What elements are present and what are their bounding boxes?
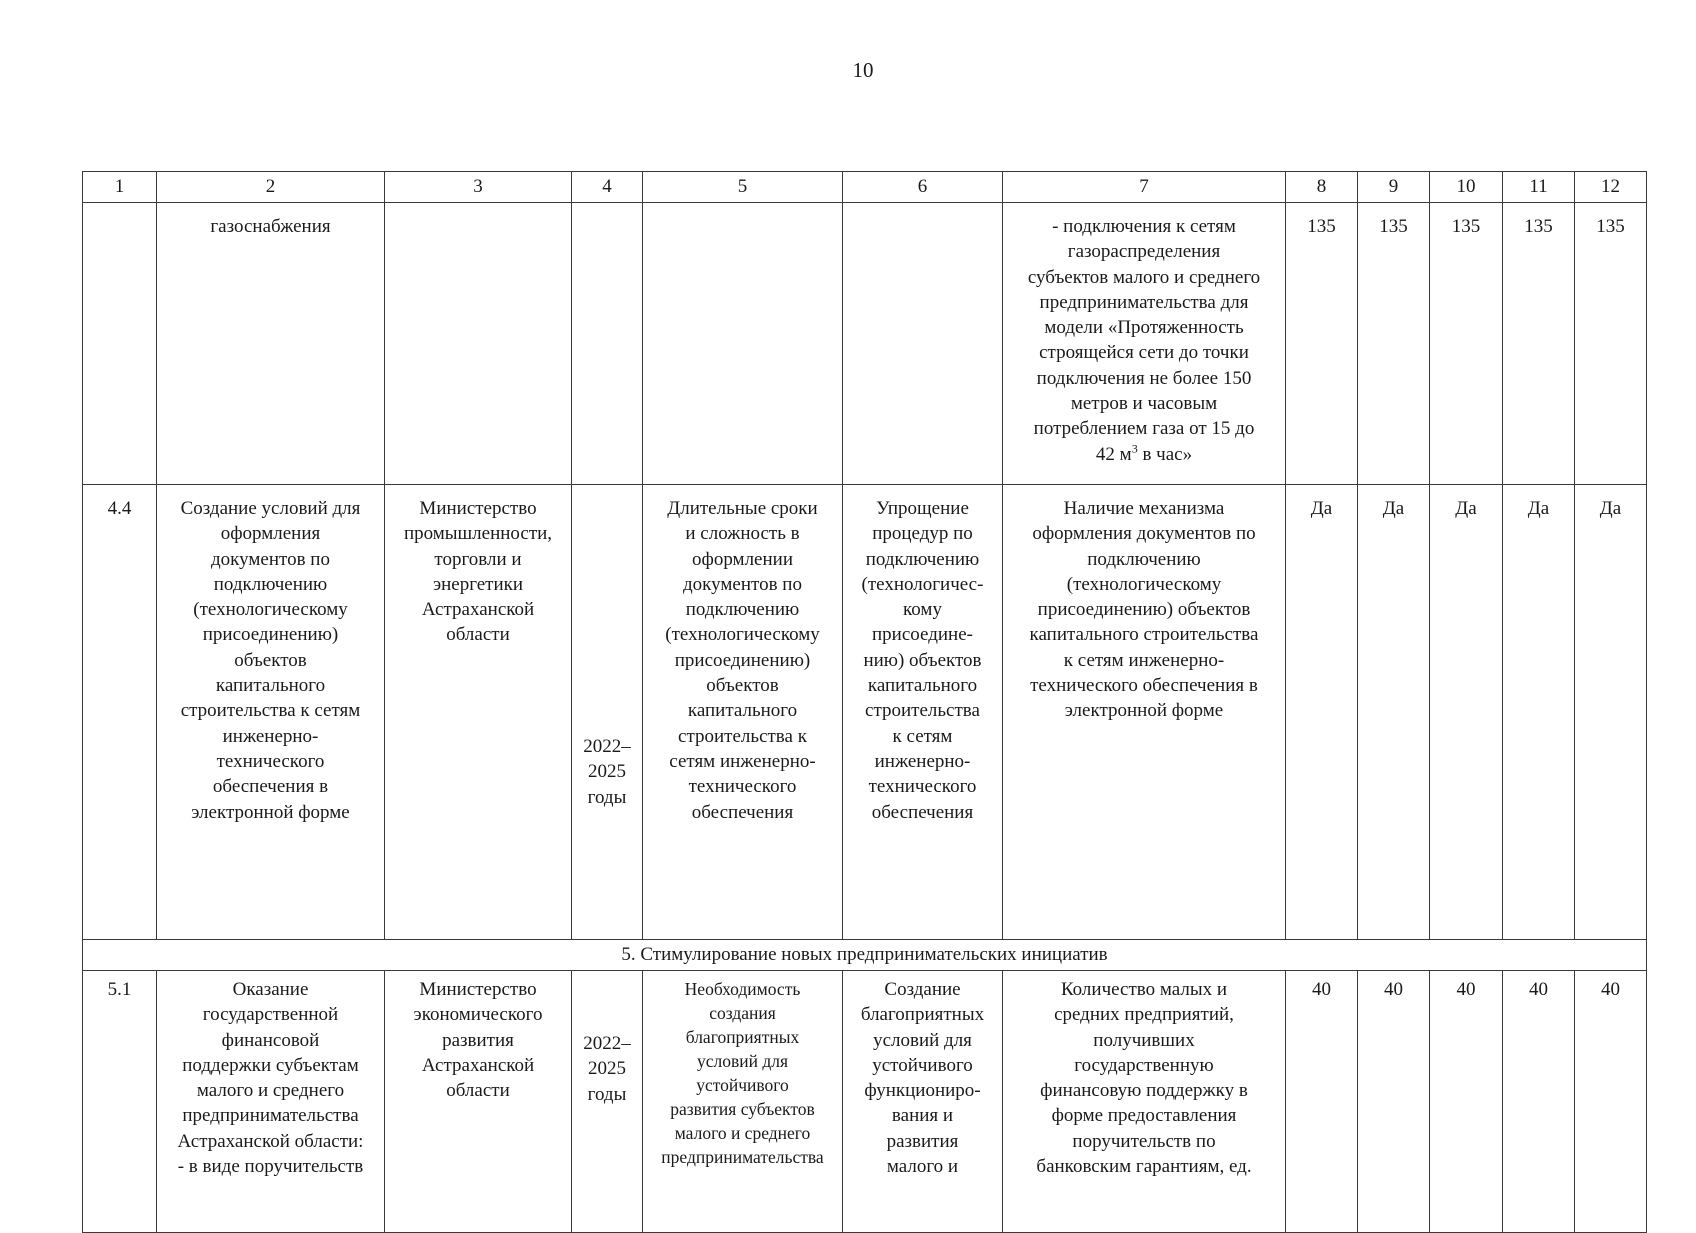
table-row xyxy=(83,971,1647,1233)
value-cell: 40 xyxy=(1358,971,1430,1233)
value-cell: Да xyxy=(1286,485,1358,940)
indicator-text: - подключения к сетям газораспределения субъектов малого и среднего предпринимательства для модели «Протяженность строящейся сети до точки подключения не более 150 метров и часовым потреблением газа от 15 до 42 м xyxy=(1027,216,1261,465)
responsible-cell: Министерство промышленности, торговли и энергетики Астраханской области xyxy=(385,485,572,940)
indicator-text-tail: в час» xyxy=(1137,443,1193,465)
column-number-header: 7 xyxy=(1003,172,1286,203)
value-cell: 135 xyxy=(1575,203,1647,485)
result-cell xyxy=(843,203,1003,485)
measure-name-cell: Оказание государственной финансовой поддержки субъектам малого и среднего предпринимательства Астраханской области: - в виде поручительств xyxy=(157,971,385,1233)
value-cell: 135 xyxy=(1286,203,1358,485)
period-cell: 2022– 2025 годы xyxy=(572,971,643,1233)
result-cell: Создание благоприятных условий для устойчивого функциониро- вания и развития малого и xyxy=(843,971,1003,1233)
responsible-cell xyxy=(385,203,572,485)
value-cell: Да xyxy=(1358,485,1430,940)
indicator-cell: Наличие механизма оформления документов по подключению (технологическому присоединению) объектов капитального строительства к сетям инженерно- технического обеспечения в электронной форме xyxy=(1003,485,1286,940)
column-number-header: 4 xyxy=(572,172,643,203)
value-cell: 135 xyxy=(1503,203,1575,485)
column-number-header: 1 xyxy=(83,172,157,203)
indicator-cell xyxy=(1003,203,1286,485)
measure-name-cell: Создание условий для оформления документов по подключению (технологическому присоединению) объектов капитального строительства к сетям инженерно- технического обеспечения в электронной форме xyxy=(157,485,385,940)
column-number-header: 6 xyxy=(843,172,1003,203)
table-row xyxy=(83,485,1647,940)
table-row xyxy=(83,203,1647,485)
column-number-header: 11 xyxy=(1503,172,1575,203)
measure-number-cell xyxy=(83,203,157,485)
column-number-header: 8 xyxy=(1286,172,1358,203)
value-cell: 135 xyxy=(1358,203,1430,485)
column-number-header: 10 xyxy=(1430,172,1503,203)
measure-number-cell: 5.1 xyxy=(83,971,157,1233)
value-cell: 40 xyxy=(1575,971,1647,1233)
result-cell: Упрощение процедур по подключению (технологичес- кому присоедине- нию) объектов капитального строительства к сетям инженерно- технического обеспечения xyxy=(843,485,1003,940)
page-number: 10 xyxy=(852,58,874,82)
column-number-header: 2 xyxy=(157,172,385,203)
measures-table xyxy=(82,171,1647,1233)
column-number-header: 3 xyxy=(385,172,572,203)
problem-cell xyxy=(643,203,843,485)
value-cell: 40 xyxy=(1286,971,1358,1233)
section-heading: 5. Стимулирование новых предпринимательских инициатив xyxy=(83,940,1647,971)
responsible-cell: Министерство экономического развития Астраханской области xyxy=(385,971,572,1233)
measure-number-cell: 4.4 xyxy=(83,485,157,940)
column-number-header: 12 xyxy=(1575,172,1647,203)
period-cell: 2022– 2025 годы xyxy=(572,485,643,940)
period-cell xyxy=(572,203,643,485)
section-heading-row xyxy=(83,940,1647,971)
value-cell: Да xyxy=(1430,485,1503,940)
superscript-three: 3 xyxy=(1131,441,1138,456)
column-number-header: 5 xyxy=(643,172,843,203)
value-cell: 135 xyxy=(1430,203,1503,485)
value-cell: Да xyxy=(1575,485,1647,940)
table-header-row xyxy=(83,172,1647,203)
measure-name-cell: газоснабжения xyxy=(157,203,385,485)
value-cell: 40 xyxy=(1430,971,1503,1233)
value-cell: Да xyxy=(1503,485,1575,940)
problem-cell: Длительные сроки и сложность в оформлении документов по подключению (технологическому присоединению) объектов капитального строительства к сетям инженерно- технического обеспечения xyxy=(643,485,843,940)
indicator-cell: Количество малых и средних предприятий, получивших государственную финансовую поддержку в форме предоставления поручительств по банковским гарантиям, ед. xyxy=(1003,971,1286,1233)
problem-cell: Необходимость создания благоприятных условий для устойчивого развития субъектов малого и среднего предпринимательства xyxy=(643,971,843,1233)
column-number-header: 9 xyxy=(1358,172,1430,203)
value-cell: 40 xyxy=(1503,971,1575,1233)
